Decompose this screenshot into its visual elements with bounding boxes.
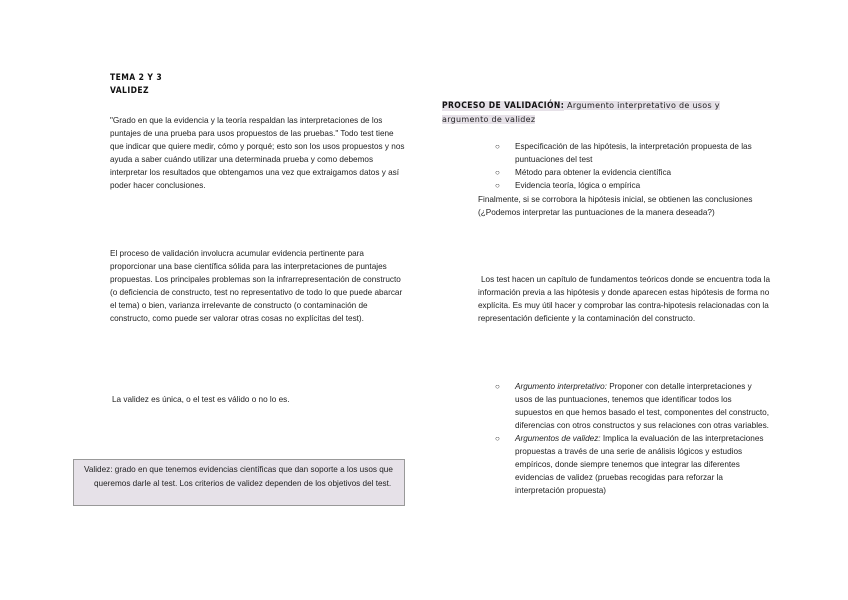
list-item <box>495 432 770 497</box>
process-heading-rest: Argumento interpretativo de usos y argumento de validez <box>442 101 720 124</box>
bullet-circle-icon: ○ <box>495 168 500 177</box>
list-item-text: Evidencia teoría, lógica o empírica <box>515 181 641 190</box>
argument-text: Proponer con detalle interpretaciones y usos de las puntuaciones, tenemos que identificar todos los supuestos en que hemos basado el test, componentes del constructo, diferencias con otros constructos y sus relaciones con otras variables. <box>515 382 769 430</box>
process-steps-list <box>495 140 765 192</box>
list-item <box>495 179 765 192</box>
title-line-1: TEMA 2 Y 3 <box>110 73 163 83</box>
argument-text: Implica la evaluación de las interpretaciones propuestas a través de una serie de análisis lógicos y estudios empíricos, donde siempre tenemos que integrar las diferentes evidencias de validez (pruebas recogidas para reforzar la interpretación propuesta) <box>515 434 764 495</box>
tests-paragraph: Los test hacen un capítulo de fundamentos teóricos donde se encuentra toda la información previa a las hipótesis y donde aparecen estas hipótesis de forma no explícita. Es muy útil hacer y comprobar las contra-hipotesis relacionadas con la representación deficiente y la contaminación del constructo. <box>478 275 771 323</box>
validity-definition-callout: Validez: grado en que tenemos evidencias científicas que dan soporte a los usos que queremos darle al test. Los criterios de validez dependen de los objetivos del test. <box>73 459 405 506</box>
list-item <box>495 140 765 166</box>
definition-paragraph: "Grado en que la evidencia y la teoría respaldan las interpretaciones de los puntajes de una prueba para usos propuestos de las pruebas." Todo test tiene que indicar que quiere medir, cómo y porqué; esto son los usos propuestos y nos ayuda a saber cuándo utilizar una determinada prueba y como debemos interpretar los resultados que obtengamos una vez que extraigamos datos y así poder hacer conclusiones. <box>110 116 405 190</box>
list-item-text: Método para obtener la evidencia científica <box>515 168 672 177</box>
process-heading-bold: PROCESO DE VALIDACIÓN: <box>442 101 565 111</box>
list-item <box>495 380 770 432</box>
title-line-2: VALIDEZ <box>110 86 149 96</box>
list-item-text: Especificación de las hipótesis, la interpretación propuesta de las puntuaciones del test <box>515 142 752 164</box>
list-item <box>495 166 765 179</box>
bullet-circle-icon: ○ <box>495 142 500 151</box>
argument-label: Argumentos de validez: <box>515 434 601 443</box>
validity-unique-paragraph: La validez es única, o el test es válido o no lo es. <box>112 395 290 404</box>
bullet-circle-icon: ○ <box>495 181 500 190</box>
topic-title <box>110 72 162 98</box>
process-heading <box>442 99 754 126</box>
conclusion-paragraph: Finalmente, si se corrobora la hipótesis inicial, se obtienen las conclusiones (¿Podemos interpretar las puntuaciones de la manera deseada?) <box>478 195 753 217</box>
bullet-circle-icon: ○ <box>495 434 500 443</box>
argument-label: Argumento interpretativo: <box>515 382 607 391</box>
validation-process-paragraph: El proceso de validación involucra acumular evidencia pertinente para proporcionar una base científica sólida para las interpretaciones de puntajes propuestas. Los principales problemas son la infrarrepresentación de constructo (o deficiencia de constructo, test no representativo de todo lo que puede abarcar el tema) o bien, varianza irrelevante de constructo (o contaminación de constructo, como puede ser valorar otras cosas no explícitas del test). <box>110 249 403 323</box>
arguments-list <box>495 380 770 497</box>
bullet-circle-icon: ○ <box>495 382 500 391</box>
